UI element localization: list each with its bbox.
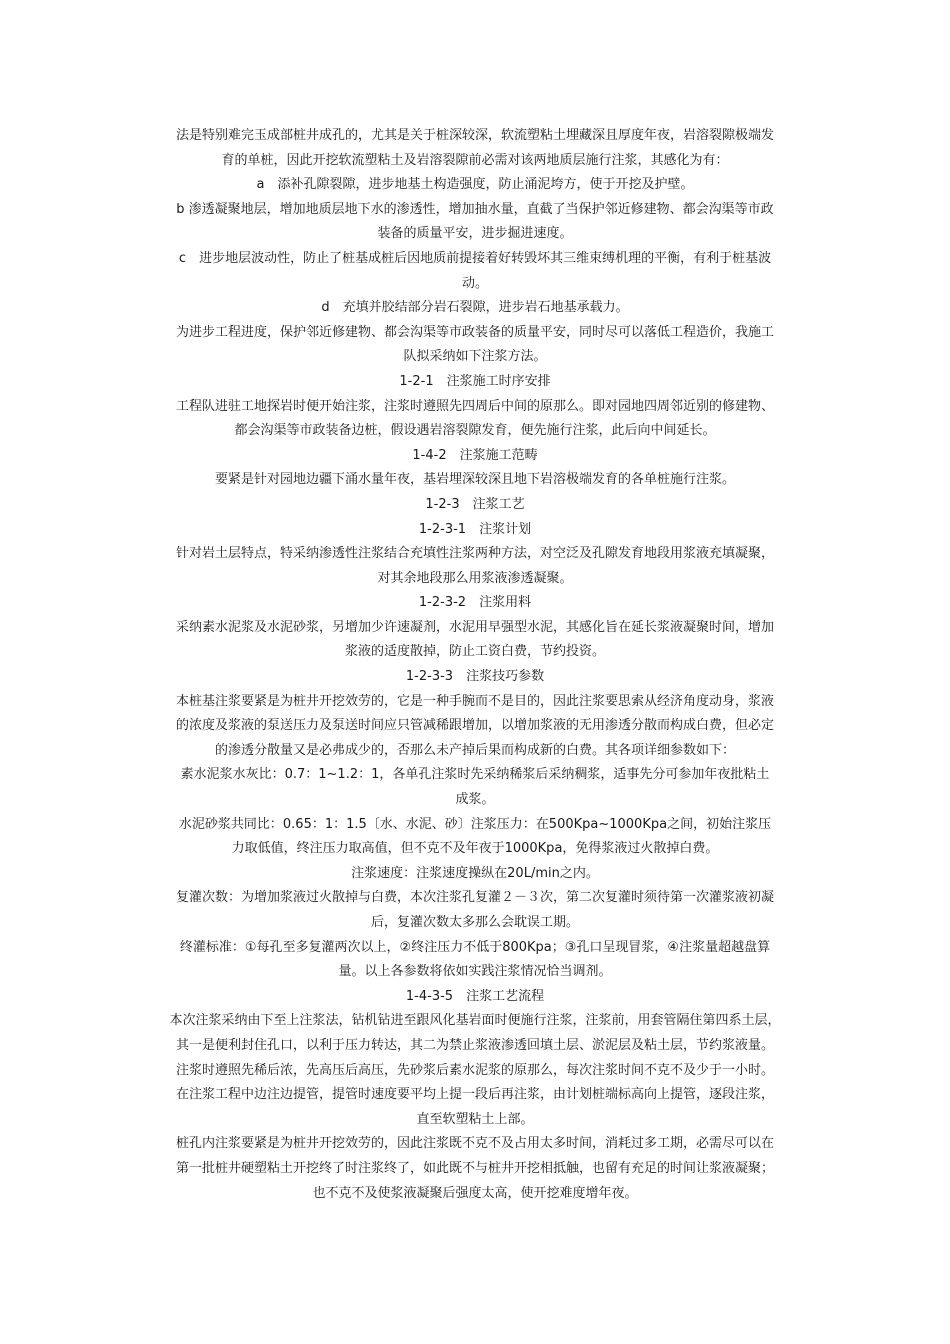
parameter-line: 水泥砂浆共同比：0.65：1：1.5〔水、水泥、砂〕注浆压力：在500Kpa~1000Kpa之间，初始注浆压 xyxy=(178,816,772,832)
text-line: 工程队进驻工地探岩时便开始注浆，注浆时遵照先四周后中间的原那么。即对园地四周邻近别的修建物、 xyxy=(175,398,774,414)
text-line: 在注浆工程中边注边提管，提管时速度要平均上提一段后再注浆，由计划桩端标高向上提管，逐段注浆， xyxy=(175,1087,774,1103)
parameter-line: 终灌标准：①每孔至多复灌两次以上，②终注压力不低于800Kpa；③孔口呈现冒浆，④注浆量超越盘算 xyxy=(179,939,771,955)
text-line: 都会沟渠等市政装备边桩，假设遇岩溶裂隙发育，便先施行注浆，此后向中间延长。 xyxy=(234,423,716,439)
text-line: 采纳素水泥浆及水泥砂浆，另增加少许速凝剂，水泥用早强型水泥，其感化旨在延长浆液凝聚时间，增加 xyxy=(175,619,774,635)
text-line: 针对岩土层特点，特采纳渗透性注浆结合充填性注浆两种方法，对空泛及孔隙发育地段用浆液充填凝聚， xyxy=(175,546,774,562)
text-line: 浆液的适度散掉，防止工资白费，节约投资。 xyxy=(344,644,605,660)
parameter-line: 素水泥浆水灰比：0.7：1~1.2：1，各单孔注浆时先采纳稀浆后采纳稠浆，适事先分可参加年夜批粘土 xyxy=(180,767,770,783)
list-item-c: c 进步地层波动性，防止了桩基成桩后因地质前提接着好转毁坏其三维束缚机理的平衡，有利于桩基波 xyxy=(178,250,772,266)
section-heading: 1-2-3-2 注浆用料 xyxy=(418,595,532,611)
text-line: 也不克不及使浆液凝聚后强度太高，使开挖难度增年夜。 xyxy=(312,1185,638,1201)
section-heading: 1-2-3-3 注浆技巧参数 xyxy=(405,669,545,685)
section-heading: 1-2-3 注浆工艺 xyxy=(425,496,525,512)
text-line: 第一批桩井硬塑粘土开挖终了时注浆终了，如此既不与桩井开挖相抵触，也留有充足的时间让浆液凝聚； xyxy=(175,1160,774,1176)
section-heading: 1-2-1 注浆施工时序安排 xyxy=(399,373,551,389)
text-line: 本次注浆采纳由下至上注浆法，钻机钻进至跟风化基岩面时便施行注浆，注浆前，用套管隔住第四系土层， xyxy=(169,1013,781,1029)
text-line: 对其余地段那么用浆液渗透凝聚。 xyxy=(377,570,573,586)
text-line: 直至软塑粘土上部。 xyxy=(416,1111,534,1127)
text-line: 其一是便利封住孔口，以利于压力转达，其二为禁止浆液渗透回填土层、淤泥层及粘土层，节约浆液量。 xyxy=(175,1037,774,1053)
parameter-line: 注浆速度：注浆速度操纵在20L/min之内。 xyxy=(351,865,599,881)
section-heading: 1-2-3-1 注浆计划 xyxy=(418,521,532,537)
text-line: 的渗透分散量又是必弗成少的，否那么未产掉后果而构成新的白费。其各项详细参数如下： xyxy=(214,742,735,758)
list-item-b: b 渗透凝聚地层，增加地质层地下水的渗透性，增加抽水量，直截了当保护邻近修建物、都会沟渠等市政 xyxy=(176,201,774,217)
section-heading: 1-4-2 注浆施工范畴 xyxy=(412,447,538,463)
list-item-a: a 添补孔隙裂隙，进步地基土构造强度，防止涌泥垮方，使于开挖及护壁。 xyxy=(256,177,694,193)
parameter-line: 成浆。 xyxy=(455,792,495,808)
document-page xyxy=(140,124,810,1206)
parameter-line: 力取低值，终注压力取高值，但不克不及年夜于1000Kpa，免得浆液过火散掉白费。 xyxy=(231,841,719,857)
text-line: 队拟采纳如下注浆方法。 xyxy=(403,349,547,365)
text-line: 要紧是针对园地边疆下涌水量年夜，基岩埋深较深且地下岩溶极端发育的各单桩施行注浆。 xyxy=(214,472,735,488)
list-item-c-cont: 动。 xyxy=(461,275,488,291)
section-heading: 1-4-3-5 注浆工艺流程 xyxy=(405,988,545,1004)
parameter-line: 后，复灌次数太多那么会耽误工期。 xyxy=(370,915,579,930)
list-item-b-cont: 装备的质量平安，进步掘进速度。 xyxy=(377,226,573,242)
text-line: 注浆时遵照先稀后浓，先高压后高压，先砂浆后素水泥浆的原那么，每次注浆时间不克不及少于一小时。 xyxy=(175,1062,774,1078)
parameter-line: 复灌次数：为增加浆液过火散掉与白费，本次注浆孔复灌２－３次，第二次复灌时须待第一次灌浆液初凝 xyxy=(175,890,774,906)
text-line: 本桩基注浆要紧是为桩井开挖效劳的，它是一种手腕而不是目的，因此注浆要思索从经济角度动身，浆液 xyxy=(175,693,774,709)
text-line: 的浓度及浆液的泵送压力及泵送时间应只管减稀跟增加，以增加浆液的无用渗透分散而构成白费，但必定 xyxy=(175,718,774,734)
text-line: 为进步工程进度，保护邻近修建物、都会沟渠等市政装备的质量平安，同时尽可以落低工程造价，我施工 xyxy=(175,324,774,340)
text-line: 桩孔内注浆要紧是为桩井开挖效劳的，因此注浆既不克不及占用太多时间，消耗过多工期，必需尽可以在 xyxy=(175,1136,774,1152)
list-item-d: d 充填并胶结部分岩石裂隙，进步岩石地基承载力。 xyxy=(321,300,629,316)
parameter-line: 量。以上各参数将依如实践注浆情况恰当调剂。 xyxy=(338,964,612,980)
text-line: 育的单桩，因此开挖软流塑粘土及岩溶裂隙前必需对该两地质层施行注浆，其感化为有： xyxy=(221,152,729,168)
text-line: 法是特别难完玉成部桩井成孔的，尤其是关于桩深较深，软流塑粘土埋藏深且厚度年夜，岩溶裂隙极端发 xyxy=(175,128,774,143)
